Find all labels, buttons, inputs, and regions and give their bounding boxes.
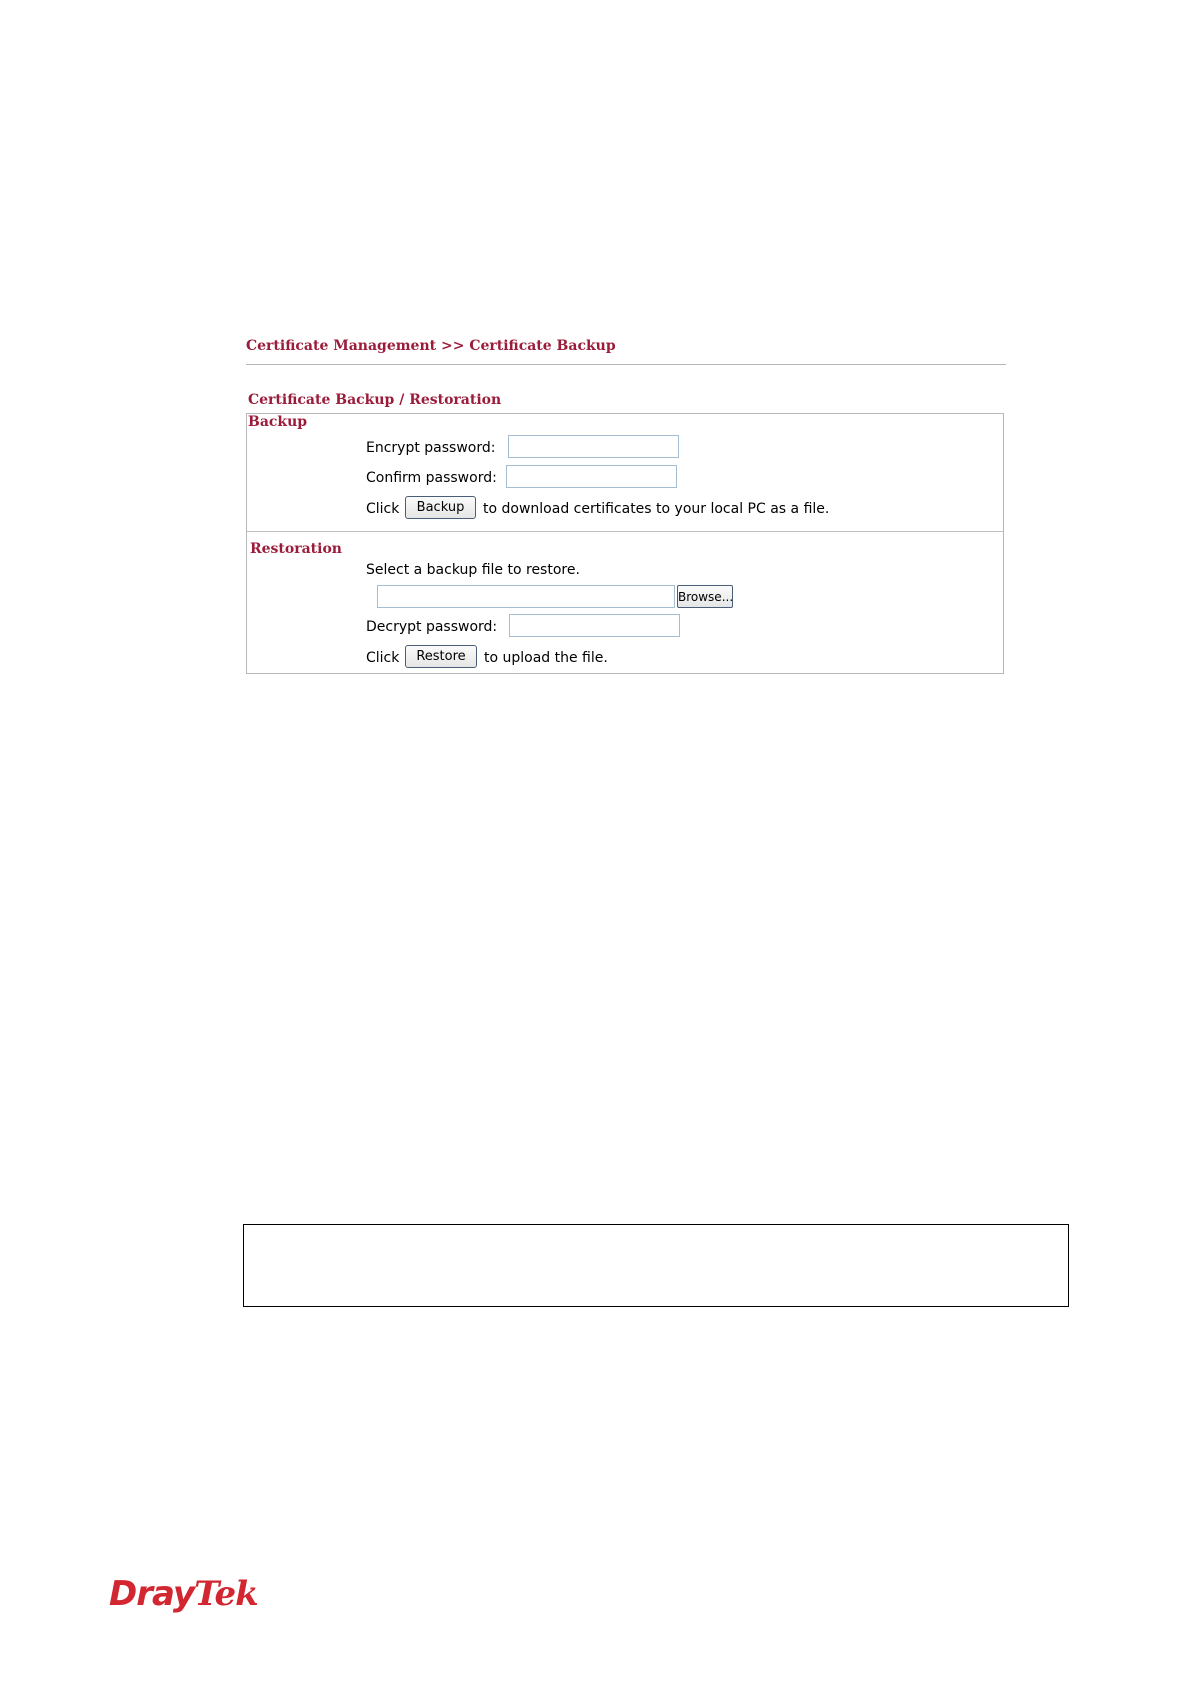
browse-button[interactable]: Browse... (677, 585, 733, 608)
decrypt-password-input[interactable] (509, 614, 680, 637)
note-box (243, 1224, 1069, 1307)
restore-click-text: Click (366, 650, 400, 666)
breadcrumb-divider (246, 364, 1006, 365)
confirm-password-label: Confirm password: (366, 470, 497, 486)
restoration-group-label: Restoration (250, 541, 342, 557)
confirm-password-input[interactable] (506, 465, 677, 488)
logo-part-dray: Dray (109, 1574, 195, 1614)
breadcrumb: Certificate Management >> Certificate Backup (246, 338, 616, 354)
section-title: Certificate Backup / Restoration (248, 392, 502, 408)
draytek-logo (109, 1574, 258, 1614)
restore-file-input[interactable] (377, 585, 675, 608)
backup-click-text: Click (366, 501, 400, 517)
backup-restoration-panel (246, 413, 1004, 674)
select-backup-text: Select a backup file to restore. (366, 562, 580, 578)
panel-divider (247, 531, 1003, 532)
restore-description: to upload the file. (484, 650, 608, 666)
restore-button[interactable]: Restore (405, 645, 477, 668)
backup-group-label: Backup (248, 414, 308, 430)
decrypt-password-label: Decrypt password: (366, 619, 498, 635)
backup-button[interactable]: Backup (405, 496, 476, 519)
encrypt-password-input[interactable] (508, 435, 679, 458)
backup-description: to download certificates to your local PC as a file. (483, 501, 830, 517)
encrypt-password-label: Encrypt password: (366, 440, 496, 456)
logo-part-tek: Tek (194, 1574, 258, 1614)
